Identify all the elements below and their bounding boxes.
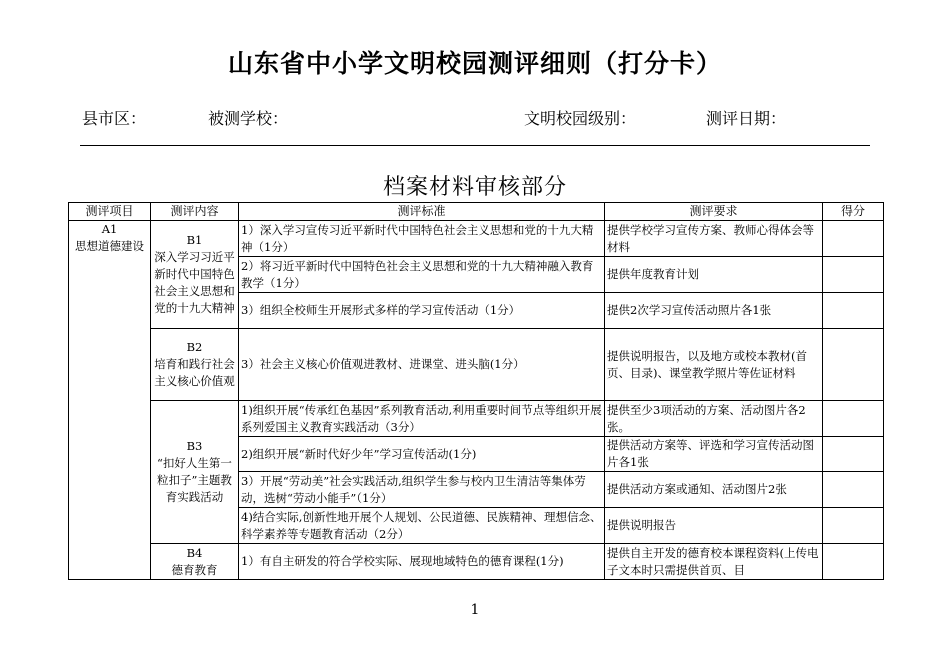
score-cell[interactable] — [823, 437, 884, 472]
requirement-cell: 提供活动方案或通知、活动图片2张 — [605, 472, 823, 508]
standard-cell: 4)结合实际,创新性地开展个人规划、公民道德、民族精神、理想信念、科学素养等专题教育活动（2分） — [239, 508, 605, 544]
header-content: 测评内容 — [151, 203, 239, 221]
header-score: 得分 — [823, 203, 884, 221]
document-title: 山东省中小学文明校园测评细则（打分卡） — [227, 49, 722, 78]
requirement-cell: 提供至少3项活动的方案、活动图片各2张。 — [605, 401, 823, 437]
header-rule — [80, 145, 870, 146]
standard-cell: 1)组织开展“传承红色基因”系列教育活动,利用重要时间节点等组织开展系列爱国主义教育实践活动（3分） — [239, 401, 605, 437]
level-label: 文明校园级别： — [524, 109, 637, 128]
evaluation-table — [68, 202, 884, 580]
county-label: 县市区： — [82, 109, 147, 128]
content-b1: B1 深入学习习近平新时代中国特色社会主义思想和党的十九大精神 — [151, 221, 239, 329]
standard-cell: 2）将习近平新时代中国特色社会主义思想和党的十九大精神融入教育教学（1分） — [239, 257, 605, 293]
score-cell[interactable] — [823, 544, 884, 580]
school-label: 被测学校： — [208, 109, 289, 128]
requirement-cell: 提供活动方案等、评选和学习宣传活动图片各1张 — [605, 437, 823, 472]
score-cell[interactable] — [823, 221, 884, 257]
requirement-cell: 提供2次学习宣传活动照片各1张 — [605, 293, 823, 329]
table-row — [69, 221, 884, 257]
standard-cell: 3）社会主义核心价值观进教材、进课堂、进头脑(1分） — [239, 329, 605, 401]
header-standard: 测评标准 — [239, 203, 605, 221]
standard-cell: 3）开展“劳动美”社会实践活动,组织学生参与校内卫生清洁等集体劳动，选树“劳动小能手”（1分） — [239, 472, 605, 508]
requirement-cell: 提供说明报告 — [605, 508, 823, 544]
standard-cell: 1）深入学习宣传习近平新时代中国特色社会主义思想和党的十九大精神（1分） — [239, 221, 605, 257]
header-item: 测评项目 — [69, 203, 151, 221]
date-label: 测评日期： — [706, 109, 787, 128]
item-a1: A1 思想道德建设 — [69, 221, 151, 580]
section-title: 档案材料审核部分 — [382, 175, 567, 200]
score-cell[interactable] — [823, 257, 884, 293]
content-b3: B3 “扣好人生第一粒扣子”主题教育实践活动 — [151, 401, 239, 544]
standard-cell: 2)组织开展“新时代好少年”学习宣传活动(1分) — [239, 437, 605, 472]
requirement-cell: 提供学校学习宣传方案、教师心得体会等材料 — [605, 221, 823, 257]
standard-cell: 3）组织全校师生开展形式多样的学习宣传活动（1分） — [239, 293, 605, 329]
table-header-row — [69, 203, 884, 221]
standard-cell: 1）有自主研发的符合学校实际、展现地域特色的德育课程(1分) — [239, 544, 605, 580]
table-row — [69, 544, 884, 580]
page-number: 1 — [470, 602, 480, 618]
table-row — [69, 329, 884, 401]
requirement-cell: 提供年度教育计划 — [605, 257, 823, 293]
content-b2: B2 培育和践行社会主义核心价值观 — [151, 329, 239, 401]
content-b4: B4 德育教育 — [151, 544, 239, 580]
score-cell[interactable] — [823, 329, 884, 401]
score-cell[interactable] — [823, 293, 884, 329]
requirement-cell: 提供自主开发的德育校本课程资料(上传电子文本时只需提供首页、目 — [605, 544, 823, 580]
score-cell[interactable] — [823, 508, 884, 544]
score-cell[interactable] — [823, 401, 884, 437]
requirement-cell: 提供说明报告，以及地方或校本教材(首页、目录)、课堂教学照片等佐证材料 — [605, 329, 823, 401]
header-requirement: 测评要求 — [605, 203, 823, 221]
table-row — [69, 401, 884, 437]
score-cell[interactable] — [823, 472, 884, 508]
